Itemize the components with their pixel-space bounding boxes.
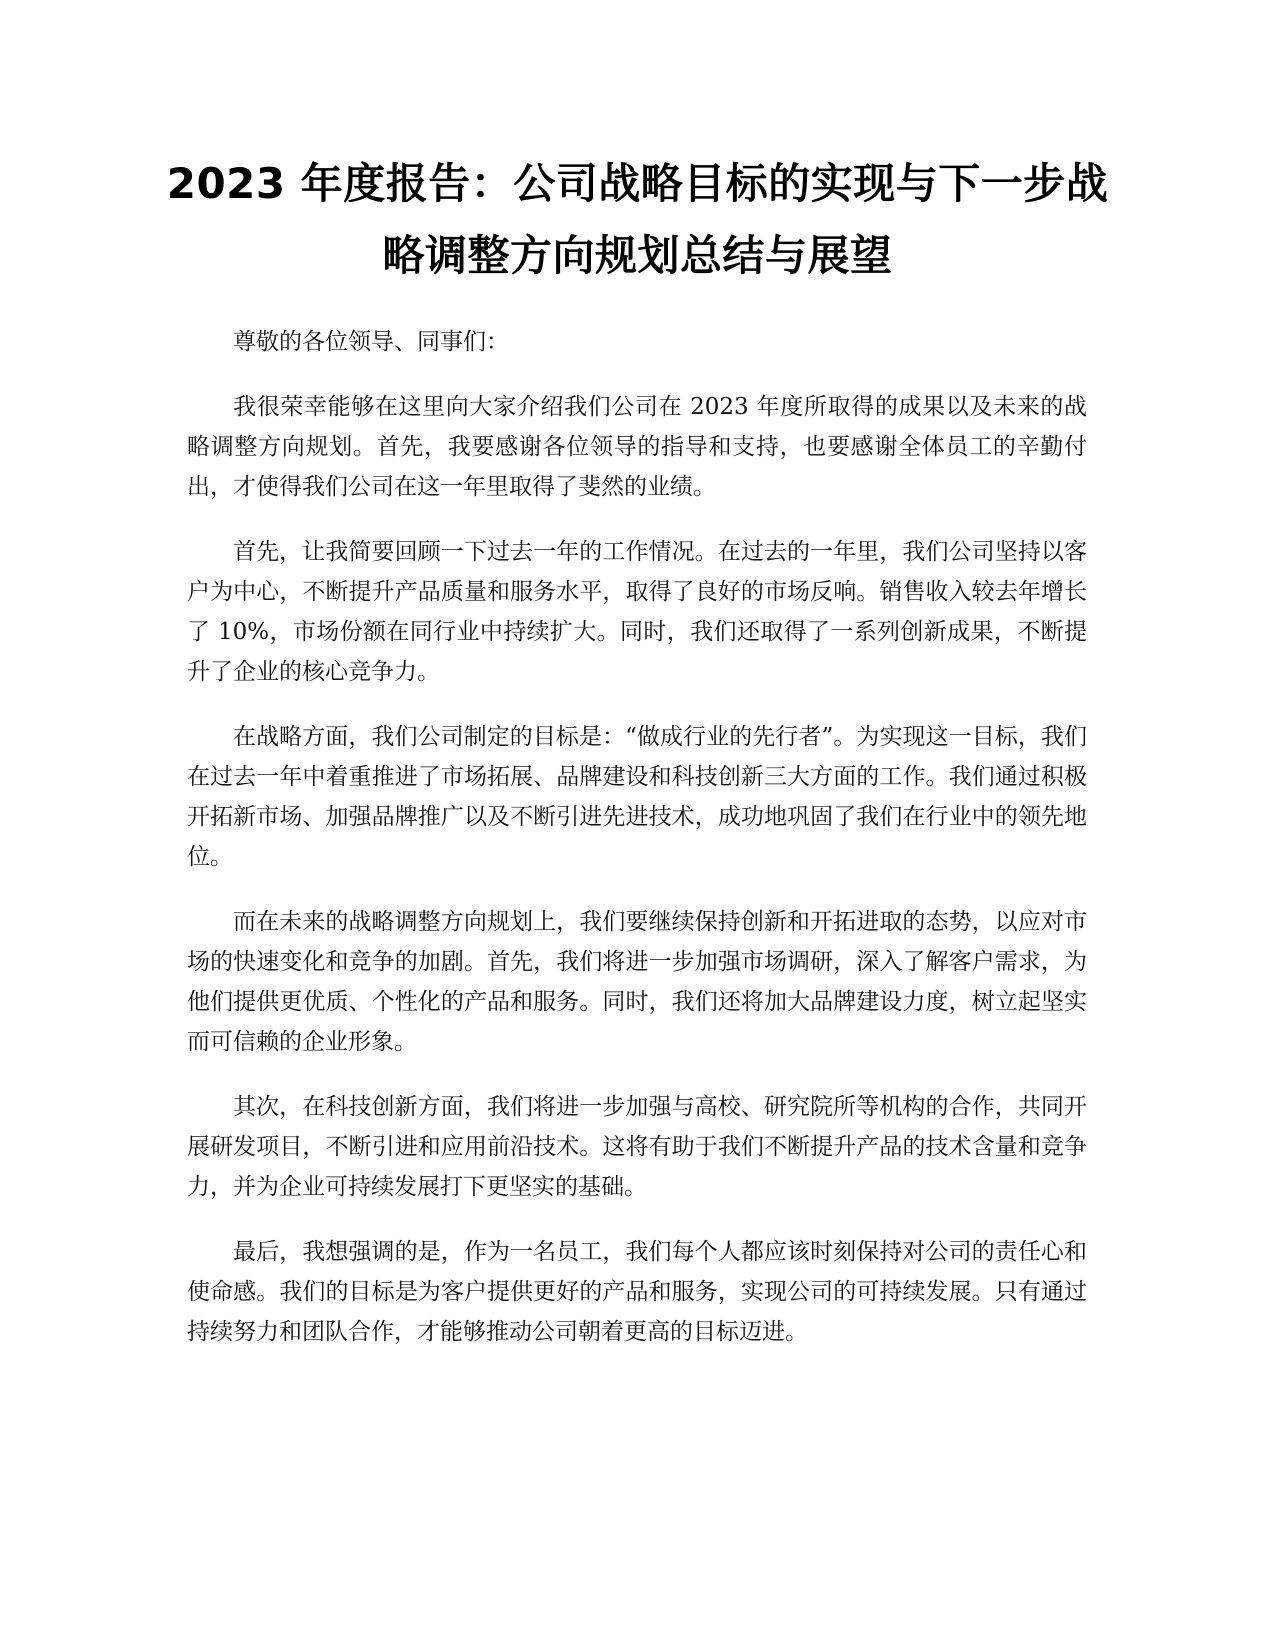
paragraph: 我很荣幸能够在这里向大家介绍我们公司在 2023 年度所取得的成果以及未来的战略调整方向规划。首先，我要感谢各位领导的指导和支持，也要感谢全体员工的辛勤付出，才使得我们公司在这一年里取得了斐然的业绩。 — [187, 394, 1087, 500]
paragraph: 其次，在科技创新方面，我们将进一步加强与高校、研究院所等机构的合作，共同开展研发项目，不断引进和应用前沿技术。这将有助于我们不断提升产品的技术含量和竞争力，并为企业可持续发展打下更坚实的基础。 — [187, 1094, 1087, 1200]
paragraph: 首先，让我简要回顾一下过去一年的工作情况。在过去的一年里，我们公司坚持以客户为中心，不断提升产品质量和服务水平，取得了良好的市场反响。销售收入较去年增长了 10%，市场份额在同行业中持续扩大。同时，我们还取得了一系列创新成果，不断提升了企业的核心竞争力。 — [187, 539, 1087, 685]
paragraph: 最后，我想强调的是，作为一名员工，我们每个人都应该时刻保持对公司的责任心和使命感。我们的目标是为客户提供更好的产品和服务，实现公司的可持续发展。只有通过持续努力和团队合作，才能够推动公司朝着更高的目标迈进。 — [187, 1239, 1087, 1345]
paragraph: 在战略方面，我们公司制定的目标是：“做成行业的先行者”。为实现这一目标，我们在过去一年中着重推进了市场拓展、品牌建设和科技创新三大方面的工作。我们通过积极开拓新市场、加强品牌推广以及不断引进先进技术，成功地巩固了我们在行业中的领先地位。 — [187, 724, 1087, 870]
document-title: 2023 年度报告：公司战略目标的实现与下一步战略调整方向规划总结与展望 — [166, 159, 1109, 280]
salutation: 尊敬的各位领导、同事们： — [233, 329, 509, 355]
paragraph: 而在未来的战略调整方向规划上，我们要继续保持创新和开拓进取的态势，以应对市场的快速变化和竞争的加剧。首先，我们将进一步加强市场调研，深入了解客户需求，为他们提供更优质、个性化的产品和服务。同时，我们还将加大品牌建设力度，树立起坚实而可信赖的企业形象。 — [187, 909, 1087, 1055]
document-body — [187, 322, 1087, 1377]
